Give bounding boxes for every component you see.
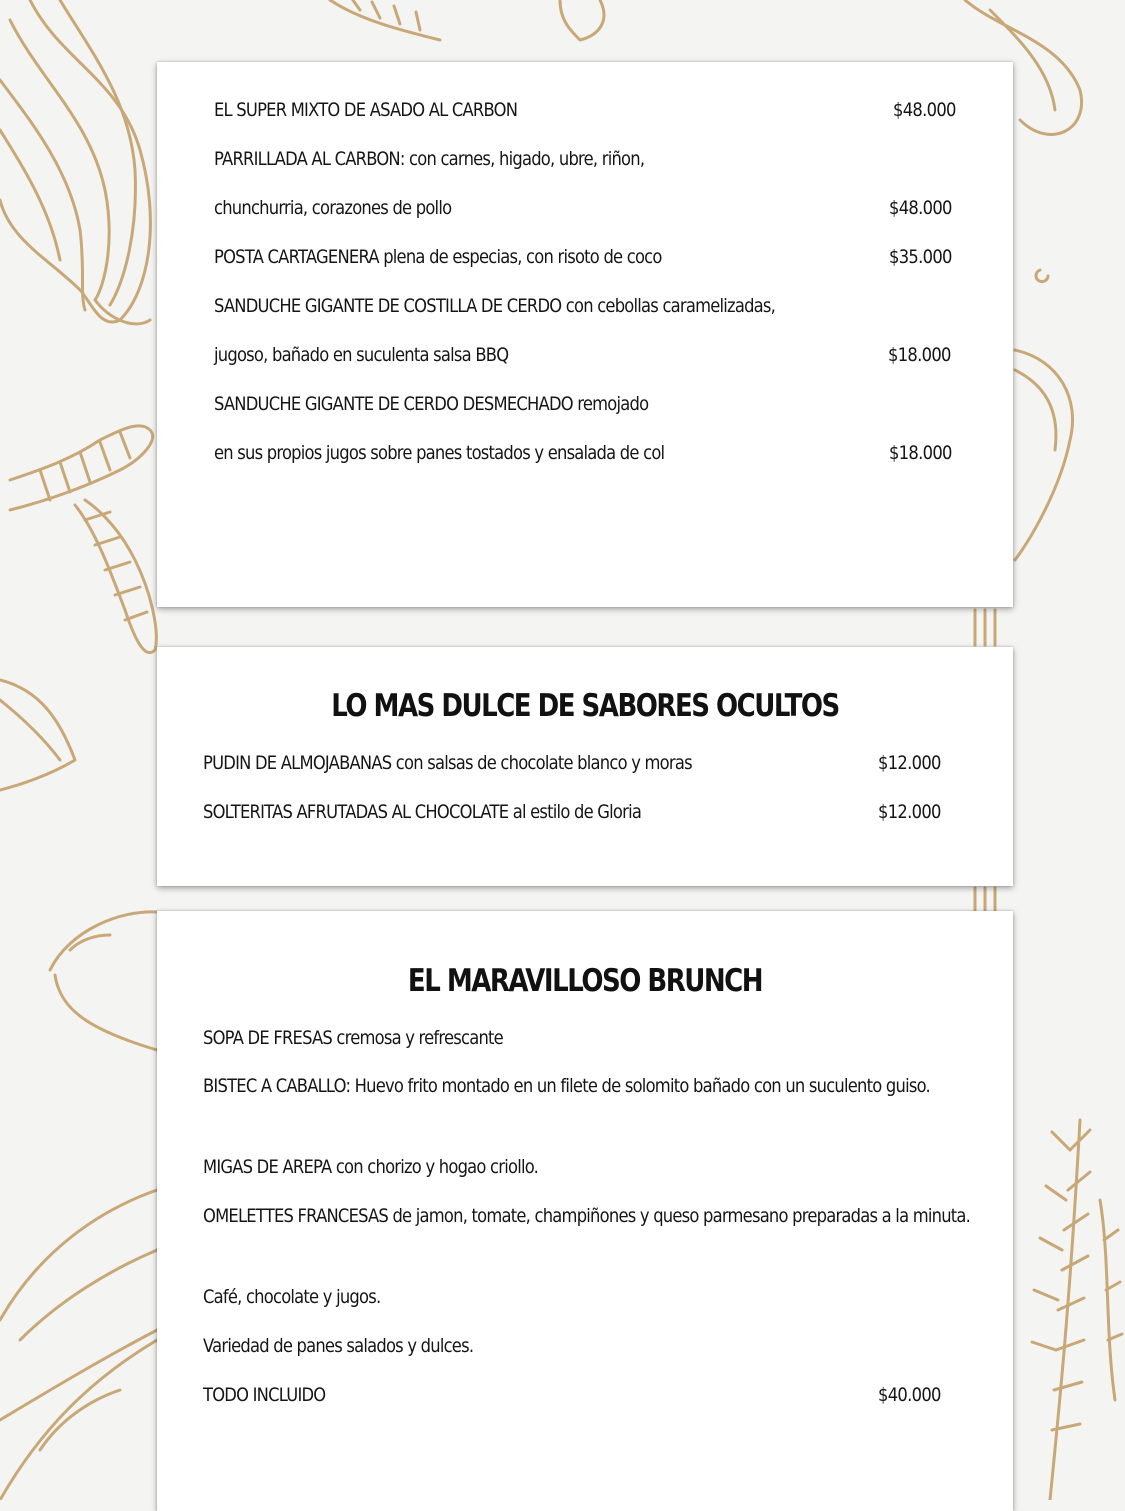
menu-item-price: $48.000	[893, 99, 956, 121]
leaf-icon	[0, 1190, 157, 1500]
fusilli-pasta-icon	[10, 426, 156, 653]
menu-item-text: en sus propios jugos sobre panes tostados y ensalada de col	[214, 442, 665, 464]
menu-item-price: $48.000	[889, 197, 952, 219]
menu-item-text: EL SUPER MIXTO DE ASADO AL CARBON	[214, 99, 518, 121]
menu-item-text: PUDIN DE ALMOJABANAS con salsas de chocolate blanco y moras	[203, 752, 692, 774]
menu-item-text: chunchurria, corazones de pollo	[214, 197, 452, 219]
leaf-icon	[0, 680, 75, 790]
menu-item-price: $35.000	[889, 246, 952, 268]
menu-item-price: $18.000	[889, 442, 952, 464]
menu-item-text: SOLTERITAS AFRUTADAS AL CHOCOLATE al estilo de Gloria	[203, 801, 642, 823]
section-title: LO MAS DULCE DE SABORES OCULTOS	[331, 688, 839, 724]
menu-card-grill	[157, 62, 1013, 607]
mushroom-icon	[50, 912, 157, 1050]
menu-item-text: PARRILLADA AL CARBON: con carnes, higado, ubre, riñon,	[214, 148, 645, 170]
onion-icon	[0, 0, 150, 324]
menu-item-price: $12.000	[878, 752, 941, 774]
brunch-total-label: TODO INCLUIDO	[203, 1384, 326, 1406]
brunch-item: Variedad de panes salados y dulces.	[203, 1335, 474, 1357]
menu-item-text: SANDUCHE GIGANTE DE COSTILLA DE CERDO con cebollas caramelizadas,	[214, 295, 776, 317]
rosemary-sprig-icon	[1032, 1120, 1122, 1500]
menu-item-text: POSTA CARTAGENERA plena de especias, con risoto de coco	[214, 246, 662, 268]
menu-card-brunch	[157, 911, 1013, 1511]
brunch-item: SOPA DE FRESAS cremosa y refrescante	[203, 1027, 503, 1049]
section-title: EL MARAVILLOSO BRUNCH	[407, 963, 763, 999]
rosemary-sprig-icon	[330, 0, 604, 40]
menu-item-price: $12.000	[878, 801, 941, 823]
brunch-item: Café, chocolate y jugos.	[203, 1286, 381, 1308]
brunch-item: MIGAS DE AREPA con chorizo y hogao criollo.	[203, 1156, 539, 1178]
menu-item-price: $18.000	[888, 344, 951, 366]
brunch-total-price: $40.000	[878, 1384, 941, 1406]
brunch-item: BISTEC A CABALLO: Huevo frito montado en un filete de solomito bañado con un suculento guiso.	[203, 1075, 930, 1097]
menu-item-text: SANDUCHE GIGANTE DE CERDO DESMECHADO remojado	[214, 393, 649, 415]
menu-item-text: jugoso, bañado en suculenta salsa BBQ	[214, 344, 509, 366]
brunch-item: OMELETTES FRANCESAS de jamon, tomate, champiñones y queso parmesano preparadas a la minuta.	[203, 1205, 971, 1227]
garlic-icon	[1015, 350, 1073, 560]
menu-card-desserts	[157, 647, 1013, 886]
